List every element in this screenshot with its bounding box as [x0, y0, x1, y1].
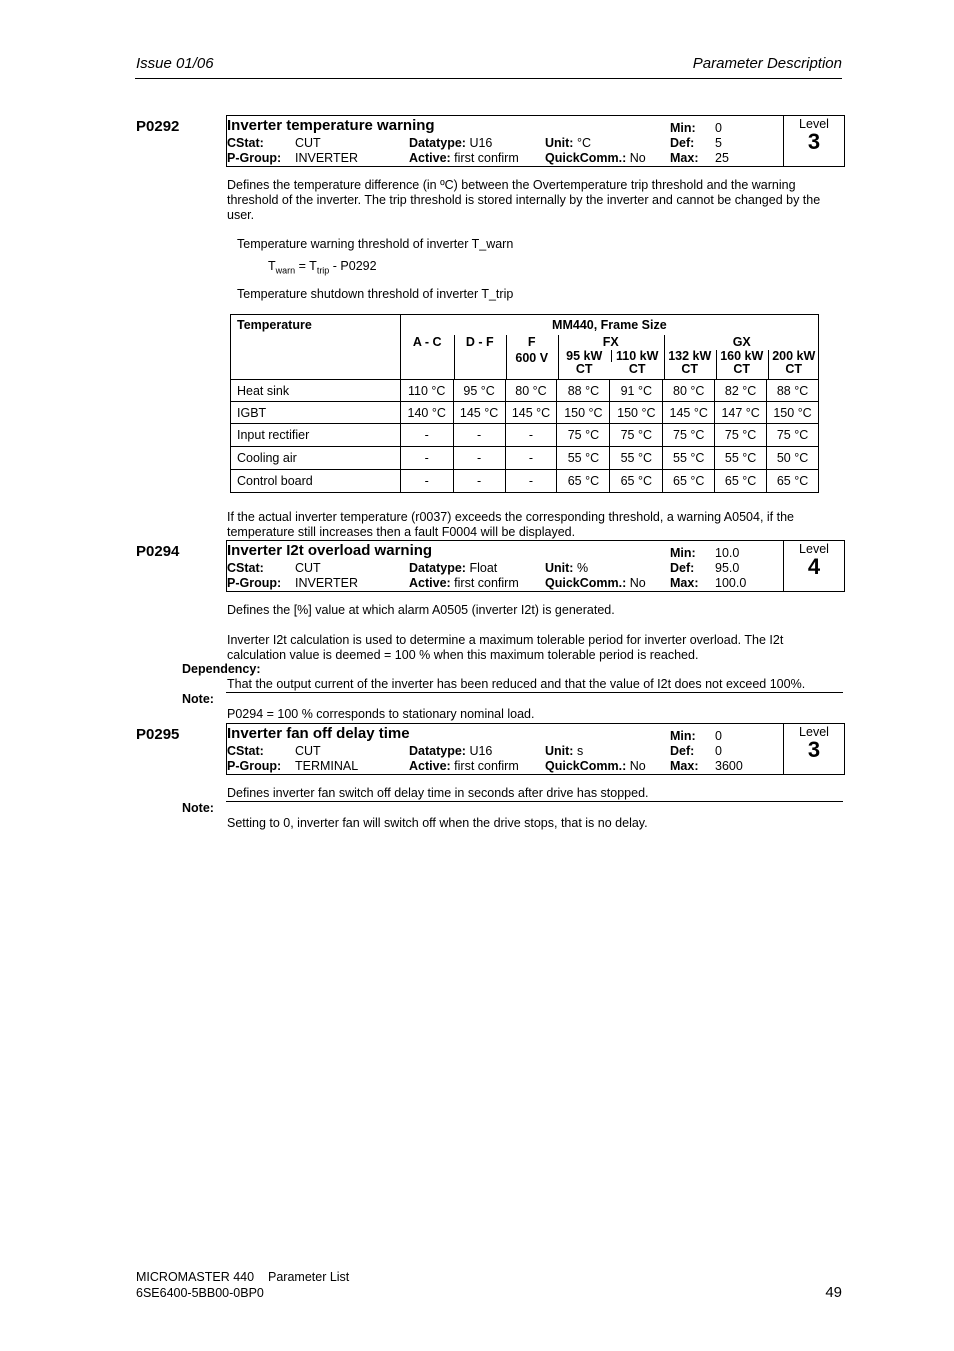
p0295-id: P0295 — [136, 726, 180, 743]
col-ac: A - C — [412, 335, 442, 349]
frame-size-header: MM440, Frame Size — [552, 318, 667, 332]
col-132kw: 132 kW CT — [668, 349, 712, 376]
p0292-max: 25 — [715, 151, 729, 165]
p0294-box: Inverter I2t overload warning CStat: CUT P-Group: INVERTER Datatype: Float Active: first confirm Unit: % QuickComm.: No Min: 10.0 Def: 95.0 Max: 100.0 Level 4 — [226, 540, 845, 592]
table-group-header — [400, 315, 818, 380]
p0292-description: Defines the temperature difference (in ºC) between the Overtemperature trip threshold and the warning threshold of the inverter. The trip threshold is stored internally by the inverter and cannot be changed by the user. — [227, 178, 821, 222]
p0292-cstat: CUT — [295, 136, 321, 150]
p0292-after-table: If the actual inverter temperature (r0037) exceeds the corresponding threshold, a warning A0504, if the temperature still increases then a fault F0004 will be displayed. — [227, 510, 794, 539]
table-corner: Temperature — [231, 315, 401, 380]
p0292-level: 3 — [807, 129, 821, 154]
p0294-cstat: CUT — [295, 561, 321, 575]
p0292-pgroup: INVERTER — [295, 151, 358, 165]
temperature-table — [230, 314, 819, 493]
col-200kw: 200 kW CT — [772, 349, 816, 376]
p0295-max: 3600 — [715, 759, 743, 773]
footer-order-number: 6SE6400-5BB00-0BP0 — [136, 1286, 264, 1300]
pgroup-label: P-Group: — [227, 151, 282, 165]
col-160kw: 160 kW CT — [720, 349, 764, 376]
p0294-def: 95.0 — [715, 561, 740, 575]
col-df: D - F — [465, 335, 494, 349]
p0292-level-cell — [783, 116, 844, 166]
p0294-description-1: Defines the [%] value at which alarm A0505 (inverter I2t) is generated. — [227, 603, 615, 617]
page-number: 49 — [825, 1284, 842, 1301]
p0294-description-2: Inverter I2t calculation is used to determine a maximum tolerable period for inverter overload. The I2t calculation value is deemed = 100 % when this maximum tolerable period is reached. — [227, 633, 784, 662]
cstat-label: CStat: — [227, 136, 264, 150]
table-row: IGBT 140 °C 145 °C 145 °C 150 °C 150 °C 145 °C 147 °C 150 °C — [231, 402, 819, 424]
table-row: Input rectifier - - - 75 °C 75 °C 75 °C 75 °C 75 °C — [231, 424, 819, 447]
dependency-label: Dependency: — [182, 662, 261, 676]
col-f: F — [527, 335, 536, 349]
dependency-rule — [226, 692, 843, 693]
p0295-level-cell: Level 3 — [783, 724, 844, 774]
section-title: Parameter Description — [692, 55, 842, 72]
p0294-unit: % — [576, 561, 589, 575]
p0295-active: first confirm — [454, 759, 519, 773]
col-95kw: 95 kW CT — [566, 349, 603, 376]
p0295-quickcomm: No — [629, 759, 646, 773]
p0295-box: Inverter fan off delay time CStat: CUT P-Group: TERMINAL Datatype: U16 Active: first confirm Unit: s QuickComm.: No Min: 0 Def: 0 Max: 3600 Level 3 — [226, 723, 845, 775]
col-110kw: 110 kW CT — [616, 349, 659, 376]
p0292-min: 0 — [715, 121, 722, 135]
p0292-quickcomm: No — [629, 151, 646, 165]
p0294-active: first confirm — [454, 576, 519, 590]
p0292-warn-label: Temperature warning threshold of inverter T_warn — [237, 237, 514, 251]
p0295-description: Defines inverter fan switch off delay time in seconds after drive has stopped. — [227, 786, 649, 800]
p0292-title: Inverter temperature warning — [227, 117, 435, 134]
p0292-id: P0292 — [136, 118, 180, 135]
datatype-label: Datatype: — [409, 136, 466, 150]
p0295-min: 0 — [715, 729, 722, 743]
table-row: Cooling air - - - 55 °C 55 °C 55 °C 55 °C 50 °C — [231, 447, 819, 470]
p0292-active: first confirm — [454, 151, 519, 165]
col-f-sub: 600 V — [515, 351, 549, 365]
p0294-datatype: Float — [469, 561, 498, 575]
p0294-min: 10.0 — [715, 546, 740, 560]
table-row: Control board - - - 65 °C 65 °C 65 °C 65 °C 65 °C — [231, 470, 819, 493]
note-label-2: Note: — [182, 801, 214, 815]
col-gx: GX — [732, 335, 751, 349]
p0295-note: Setting to 0, inverter fan will switch off when the drive stops, that is no delay. — [227, 816, 648, 830]
p0295-level: 3 — [807, 737, 821, 762]
p0295-datatype: U16 — [469, 744, 493, 758]
p0294-id: P0294 — [136, 543, 180, 560]
p0295-unit: s — [576, 744, 584, 758]
p0292-def: 5 — [715, 136, 722, 150]
p0292-unit: °C — [576, 136, 591, 150]
max-label: Max: — [670, 151, 699, 165]
p0292-datatype: U16 — [469, 136, 493, 150]
p0294-pgroup: INVERTER — [295, 576, 358, 590]
p0294-note: P0294 = 100 % corresponds to stationary nominal load. — [227, 707, 535, 721]
note-rule — [226, 801, 843, 802]
p0295-def: 0 — [715, 744, 722, 758]
table-row: Heat sink 110 °C 95 °C 80 °C 88 °C 91 °C 80 °C 82 °C 88 °C — [231, 380, 819, 402]
issue-label: Issue 01/06 — [136, 55, 214, 72]
footer-product: MICROMASTER 440 Parameter List — [136, 1270, 350, 1284]
p0294-level: 4 — [807, 554, 821, 579]
note-label: Note: — [182, 692, 214, 706]
p0292-formula: $T_{warn} = T_{trip} - P0292$ — [268, 259, 377, 276]
level-label: Level — [799, 117, 829, 131]
p0292-box — [226, 115, 845, 167]
p0294-level-cell: Level 4 — [783, 541, 844, 591]
col-fx: FX — [602, 335, 619, 349]
active-label: Active: — [409, 151, 451, 165]
unit-label: Unit: — [545, 136, 574, 150]
p0295-pgroup: TERMINAL — [295, 759, 359, 773]
p0294-title: Inverter I2t overload warning — [227, 542, 433, 559]
header-divider — [135, 78, 842, 79]
def-label: Def: — [670, 136, 695, 150]
p0294-max: 100.0 — [715, 576, 747, 590]
p0294-quickcomm: No — [629, 576, 646, 590]
p0294-dependency: That the output current of the inverter has been reduced and that the value of I2t does not exceed 100%. — [227, 677, 806, 691]
p0295-title: Inverter fan off delay time — [227, 725, 410, 742]
quickcomm-label: QuickComm.: — [545, 151, 627, 165]
p0295-cstat: CUT — [295, 744, 321, 758]
min-label: Min: — [670, 121, 696, 135]
p0292-shutdown-label: Temperature shutdown threshold of inverter T_trip — [237, 287, 514, 301]
